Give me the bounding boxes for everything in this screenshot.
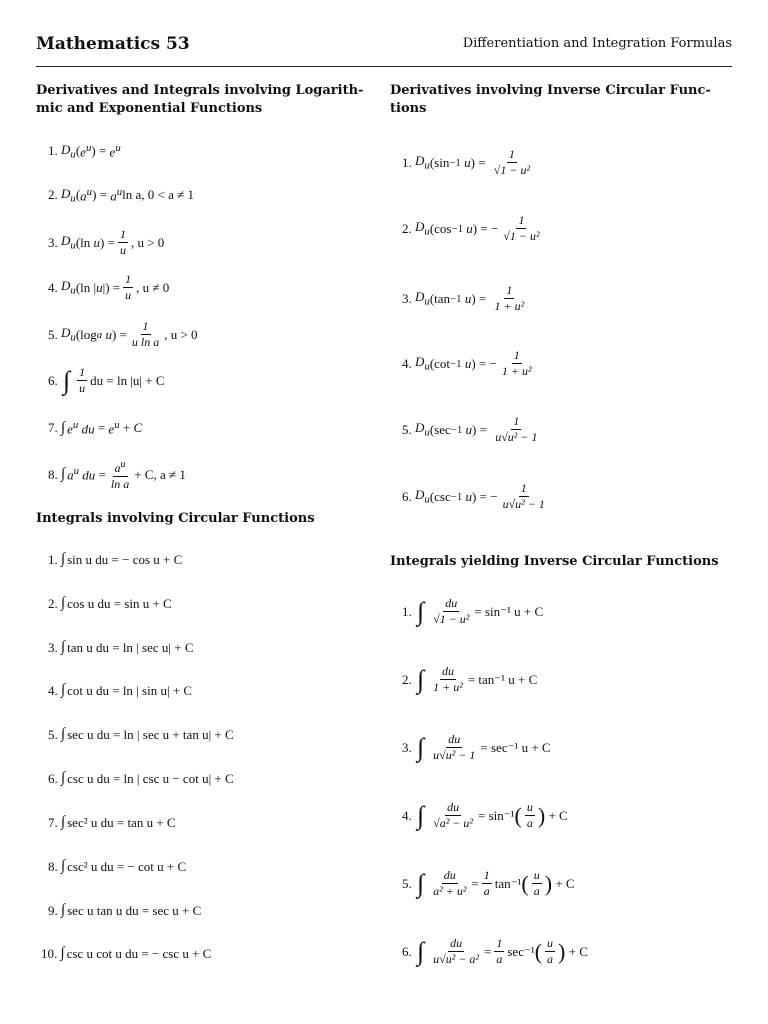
formula-log-exp-3: 3. $D_u$ (ln u ) = $\frac{1}{u}$ , u > 0 bbox=[48, 227, 165, 257]
formula-circular-integral-6: 6. ∫ csc u du = ln | csc u − cot u| + C bbox=[48, 770, 234, 786]
formula-circular-integral-9: 9. ∫ sec u tan u du = sec u + C bbox=[48, 902, 202, 918]
section-title-inverse-integrals: Integrals yielding Inverse Circular Functions bbox=[390, 554, 719, 569]
formula-circular-integral-5: 5. ∫ sec u du = ln | sec u + tan u| + C bbox=[48, 726, 234, 742]
formula-log-exp-6: 6. ∫ $\frac{1}{u}$ du = ln |u| + C bbox=[48, 365, 165, 395]
formula-log-exp-4: 4. $D_u$ (ln | u |) = $\frac{1}{u}$ , u ≠ 0 bbox=[48, 272, 170, 302]
section-title-circular-integrals: Integrals involving Circular Functions bbox=[36, 511, 315, 526]
section-title-inverse-derivatives: Derivatives involving Inverse Circular Func- tions bbox=[390, 83, 711, 116]
formula-inverse-derivative-2: 2. $D_u$ ( cos −1 u ) = − $\frac{1}{\text{√1 − u²}}$ bbox=[402, 213, 540, 243]
document-topic: Differentiation and Integration Formulas bbox=[462, 36, 732, 51]
formula-inverse-integral-2: 2. ∫ $\frac{du}{\text{1 + u²}}$ = tan⁻¹ u + C bbox=[402, 664, 538, 694]
formula-log-exp-7: 7. ∫ $e^u$ du = $e^u$ + C bbox=[48, 419, 143, 437]
formula-inverse-derivative-1: 1. $D_u$ ( sin −1 u ) = $\frac{1}{\text{√1 − u²}}$ bbox=[402, 147, 531, 177]
formula-circular-integral-1: 1. ∫ sin u du = − cos u + C bbox=[48, 551, 183, 567]
formula-inverse-integral-3: 3. ∫ $\frac{du}{\text{u√u² − 1}}$ = sec⁻¹ u + C bbox=[402, 732, 551, 762]
header-rule bbox=[36, 66, 732, 67]
formula-circular-integral-3: 3. ∫ tan u du = ln | sec u| + C bbox=[48, 639, 194, 655]
formula-log-exp-1: 1. $D_u$ ( $e^u$ ) = $e^u$ bbox=[48, 142, 121, 161]
formula-log-exp-5: 5. $D_u$ (log a u ) = $\frac{1}{\text{u ln a}}$ , u > 0 bbox=[48, 319, 198, 349]
formula-log-exp-2: 2. $D_u$ ( $a^u$ ) = $a^u$ ln a, 0 < a ≠ 1 bbox=[48, 186, 195, 205]
formula-inverse-integral-5: 5. ∫ $\frac{du}{\text{a² + u²}}$ = $\frac{1}{a}$ tan⁻¹ ( $\frac{u}{a}$ ) + C bbox=[402, 868, 575, 898]
formula-inverse-derivative-5: 5. $D_u$ ( sec −1 u ) = $\frac{1}{\text{u√u² − 1}}$ bbox=[402, 414, 538, 444]
formula-circular-integral-10: 10. ∫ csc u cot u du = − csc u + C bbox=[41, 945, 212, 961]
formula-circular-integral-8: 8. ∫ csc² u du = − cot u + C bbox=[48, 858, 187, 874]
formula-log-exp-8: 8. ∫ $a^u$ du = $\frac{a^u}{\text{ln a}}$ + C, a ≠ 1 bbox=[48, 459, 186, 491]
formula-inverse-integral-4: 4. ∫ $\frac{du}{\text{√a² − u²}}$ = sin⁻¹ ( $\frac{u}{a}$ ) + C bbox=[402, 800, 568, 830]
formula-circular-integral-2: 2. ∫ cos u du = sin u + C bbox=[48, 595, 172, 611]
formula-inverse-derivative-3: 3. $D_u$ ( tan −1 u ) = $\frac{1}{\text{1 + u²}}$ bbox=[402, 283, 525, 313]
formula-circular-integral-7: 7. ∫ sec² u du = tan u + C bbox=[48, 814, 176, 830]
formula-inverse-derivative-4: 4. $D_u$ ( cot −1 u ) = − $\frac{1}{\text{1 + u²}}$ bbox=[402, 348, 532, 378]
course-title: Mathematics 53 bbox=[36, 34, 190, 54]
section-title-log-exp: Derivatives and Integrals involving Logarith- mic and Exponential Functions bbox=[36, 83, 364, 116]
formula-inverse-derivative-6: 6. $D_u$ ( csc −1 u ) = − $\frac{1}{\text{u√u² − 1}}$ bbox=[402, 481, 545, 511]
formula-inverse-integral-6: 6. ∫ $\frac{du}{\text{u√u² − a²}}$ = $\frac{1}{a}$ sec⁻¹ ( $\frac{u}{a}$ ) + C bbox=[402, 936, 588, 966]
formula-circular-integral-4: 4. ∫ cot u du = ln | sin u| + C bbox=[48, 682, 193, 698]
formula-inverse-integral-1: 1. ∫ $\frac{du}{\text{√1 − u²}}$ = sin⁻¹ u + C bbox=[402, 596, 544, 626]
